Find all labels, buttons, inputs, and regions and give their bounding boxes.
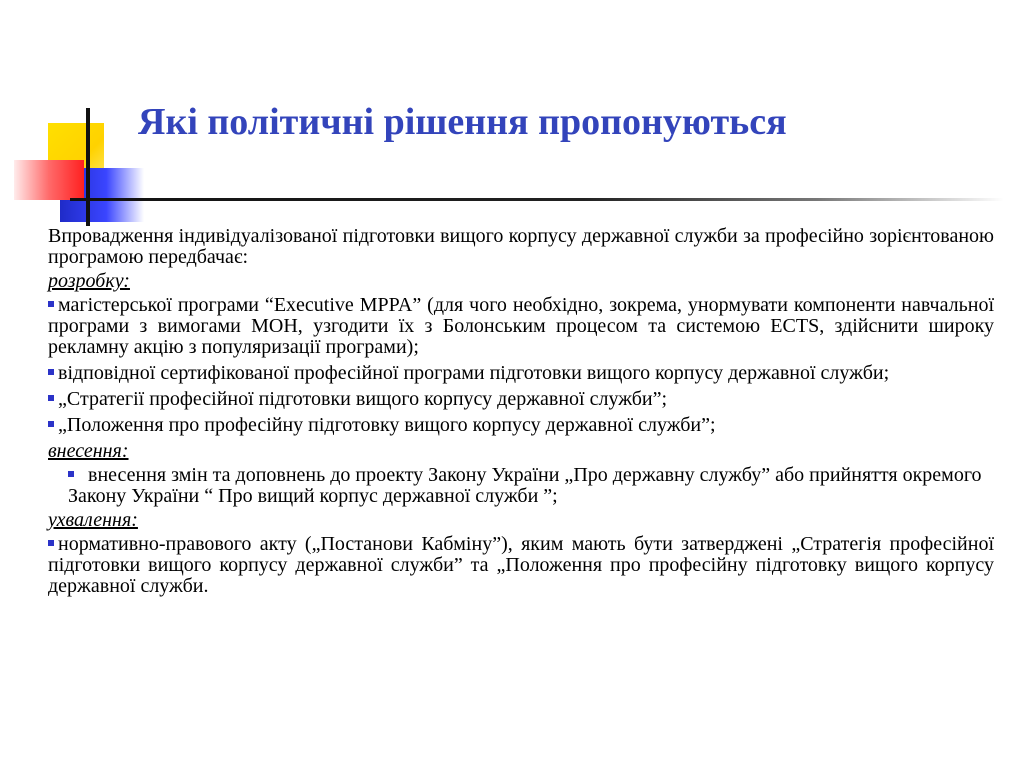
section-label-amendment: внесення: [48,440,129,462]
list-item-text: „Стратегії професійної підготовки вищого корпусу державної служби”; [58,388,668,410]
square-bullet-icon [48,421,54,427]
title-underline [70,198,1004,201]
decor-red-square [14,160,84,200]
square-bullet-icon [48,395,54,401]
square-bullet-icon [48,540,54,546]
list-item [48,295,994,358]
slide-title: Які політичні рішення пропонуються [138,101,787,143]
decor-vertical-line [86,108,90,226]
list-item [48,415,994,436]
intro-paragraph: Впровадження індивідуалізованої підготовки вищого корпусу державної служби за професійно зорієнтованою програмою передбачає: [48,225,994,268]
list-item [48,389,994,410]
list-item-text: магістерської програми “Executive MPPA” (для чого необхідно, зокрема, унормувати компоненти навчальної програми з вимогами МОН, узгодити їх з Болонським процесом та системою ECTS, здійснити широку рекламну акцію з популяризації програми); [48,294,994,358]
square-bullet-icon [68,471,74,477]
section-label-approval: ухвалення: [48,509,138,531]
list-item-text: нормативно-правового акту („Постанови Кабміну”), яким мають бути затверджені „Стратегія професійної підготовки вищого корпусу державної служби” та „Положення про професійну підготовку вищого корпусу державної служби. [48,533,994,597]
list-item [48,534,994,597]
list-item [48,465,994,507]
square-bullet-icon [48,369,54,375]
list-item-text: відповідної сертифікованої професійної програми підготовки вищого корпусу державної служби; [58,362,890,384]
section-label-development: розробку: [48,270,130,292]
list-item-text: внесення змін та доповнень до проекту Закону України „Про державну службу” або прийняття окремого Закону України “ Про вищий корпус державної служби ”; [68,464,982,507]
slide-body [48,226,994,602]
list-item-text: „Положення про професійну підготовку вищого корпусу державної служби”; [58,414,716,436]
square-bullet-icon [48,301,54,307]
list-item [48,363,994,384]
